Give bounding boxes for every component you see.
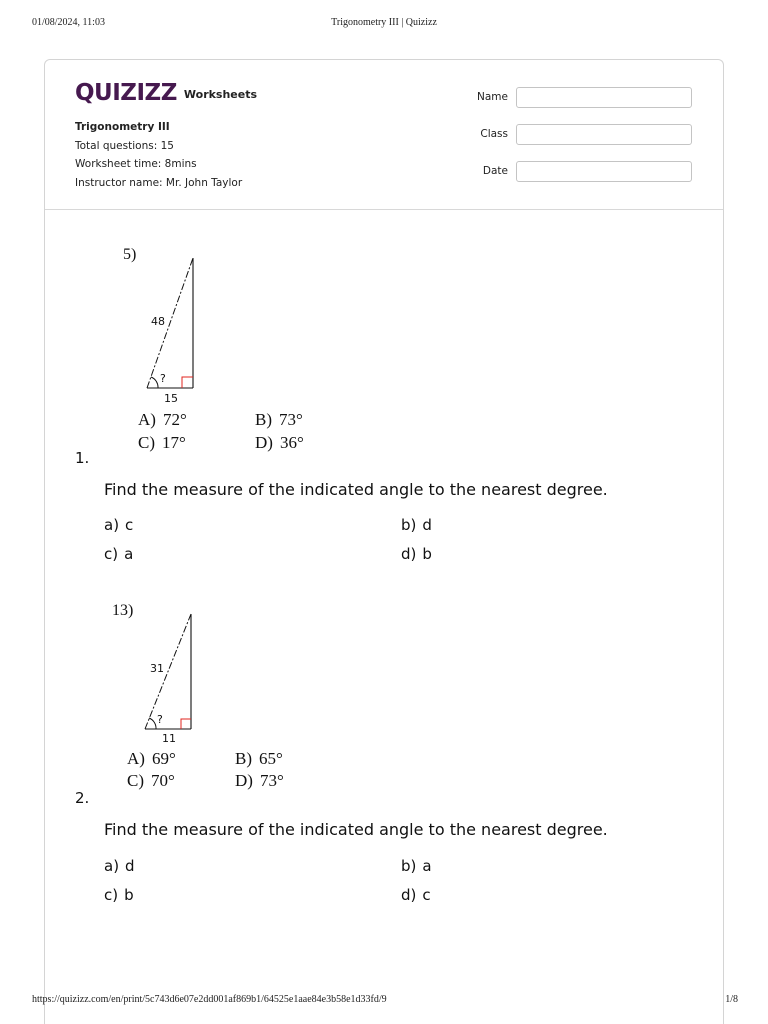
worksheet-time: Worksheet time: 8mins [75, 158, 197, 170]
instructor-name: Instructor name: Mr. John Taylor [75, 176, 243, 189]
name-label: Name [477, 91, 508, 103]
choice-a: A) 72° [138, 410, 187, 429]
logo-subtitle: Worksheets [183, 87, 258, 101]
class-field[interactable] [516, 124, 692, 145]
quizizz-logo [75, 79, 257, 107]
choice-b: B) 65° [235, 749, 283, 768]
question-2-option-d[interactable]: d) c [401, 886, 431, 904]
worksheet-card [44, 59, 724, 1024]
angle-arc [151, 377, 158, 388]
question-2-option-c[interactable]: c) b [104, 886, 134, 904]
angle-mark: ? [157, 713, 163, 726]
right-angle-mark [181, 719, 191, 729]
choice-a: A) 69° [127, 749, 176, 768]
total-questions: Total questions: 15 [75, 139, 174, 152]
question-2-text: Find the measure of the indicated angle to the nearest degree. [104, 820, 608, 839]
choice-d: D) 73° [235, 771, 284, 790]
date-field[interactable] [516, 161, 692, 182]
question-1-number: 1. [75, 449, 90, 467]
question-1-figure [110, 240, 340, 455]
question-1-option-a[interactable]: a) c [104, 516, 134, 534]
problem-label: 5) [123, 246, 137, 263]
hypotenuse-label: 31 [150, 662, 164, 675]
question-2-figure [100, 596, 330, 792]
date-label: Date [482, 165, 508, 177]
worksheet-title: Trigonometry III [75, 121, 170, 133]
question-2-option-b[interactable]: b) a [401, 857, 432, 875]
choice-c: C) 70° [127, 771, 175, 790]
class-label: Class [480, 128, 508, 140]
print-title: Trigonometry III | Quizizz [331, 17, 437, 28]
problem-label: 13) [112, 602, 134, 619]
print-datetime: 01/08/2024, 11:03 [32, 17, 105, 28]
print-url: https://quizizz.com/en/print/5c743d6e07e2dd001af869b1/64525e1aae84e3b58e1d33fd/9 [32, 994, 387, 1005]
worksheet-meta [75, 118, 242, 192]
question-1-option-b[interactable]: b) d [401, 516, 432, 534]
worksheet-header [45, 60, 723, 210]
print-page-number: 1/8 [725, 994, 738, 1005]
question-1-text: Find the measure of the indicated angle to the nearest degree. [104, 480, 608, 499]
base-label: 11 [162, 732, 176, 745]
name-field[interactable] [516, 87, 692, 108]
question-2-option-a[interactable]: a) d [104, 857, 135, 875]
choice-c: C) 17° [138, 433, 186, 452]
question-2-number: 2. [75, 789, 90, 807]
angle-mark: ? [160, 372, 166, 385]
base-label: 15 [164, 392, 178, 405]
question-1-option-d[interactable]: d) b [401, 545, 432, 563]
choice-b: B) 73° [255, 410, 303, 429]
choice-d: D) 36° [255, 433, 304, 452]
hypotenuse-label: 48 [151, 315, 165, 328]
angle-arc [149, 718, 156, 729]
logo-wordmark: QUIZIZZ [75, 80, 177, 106]
question-1-option-c[interactable]: c) a [104, 545, 134, 563]
right-angle-mark [182, 377, 193, 388]
